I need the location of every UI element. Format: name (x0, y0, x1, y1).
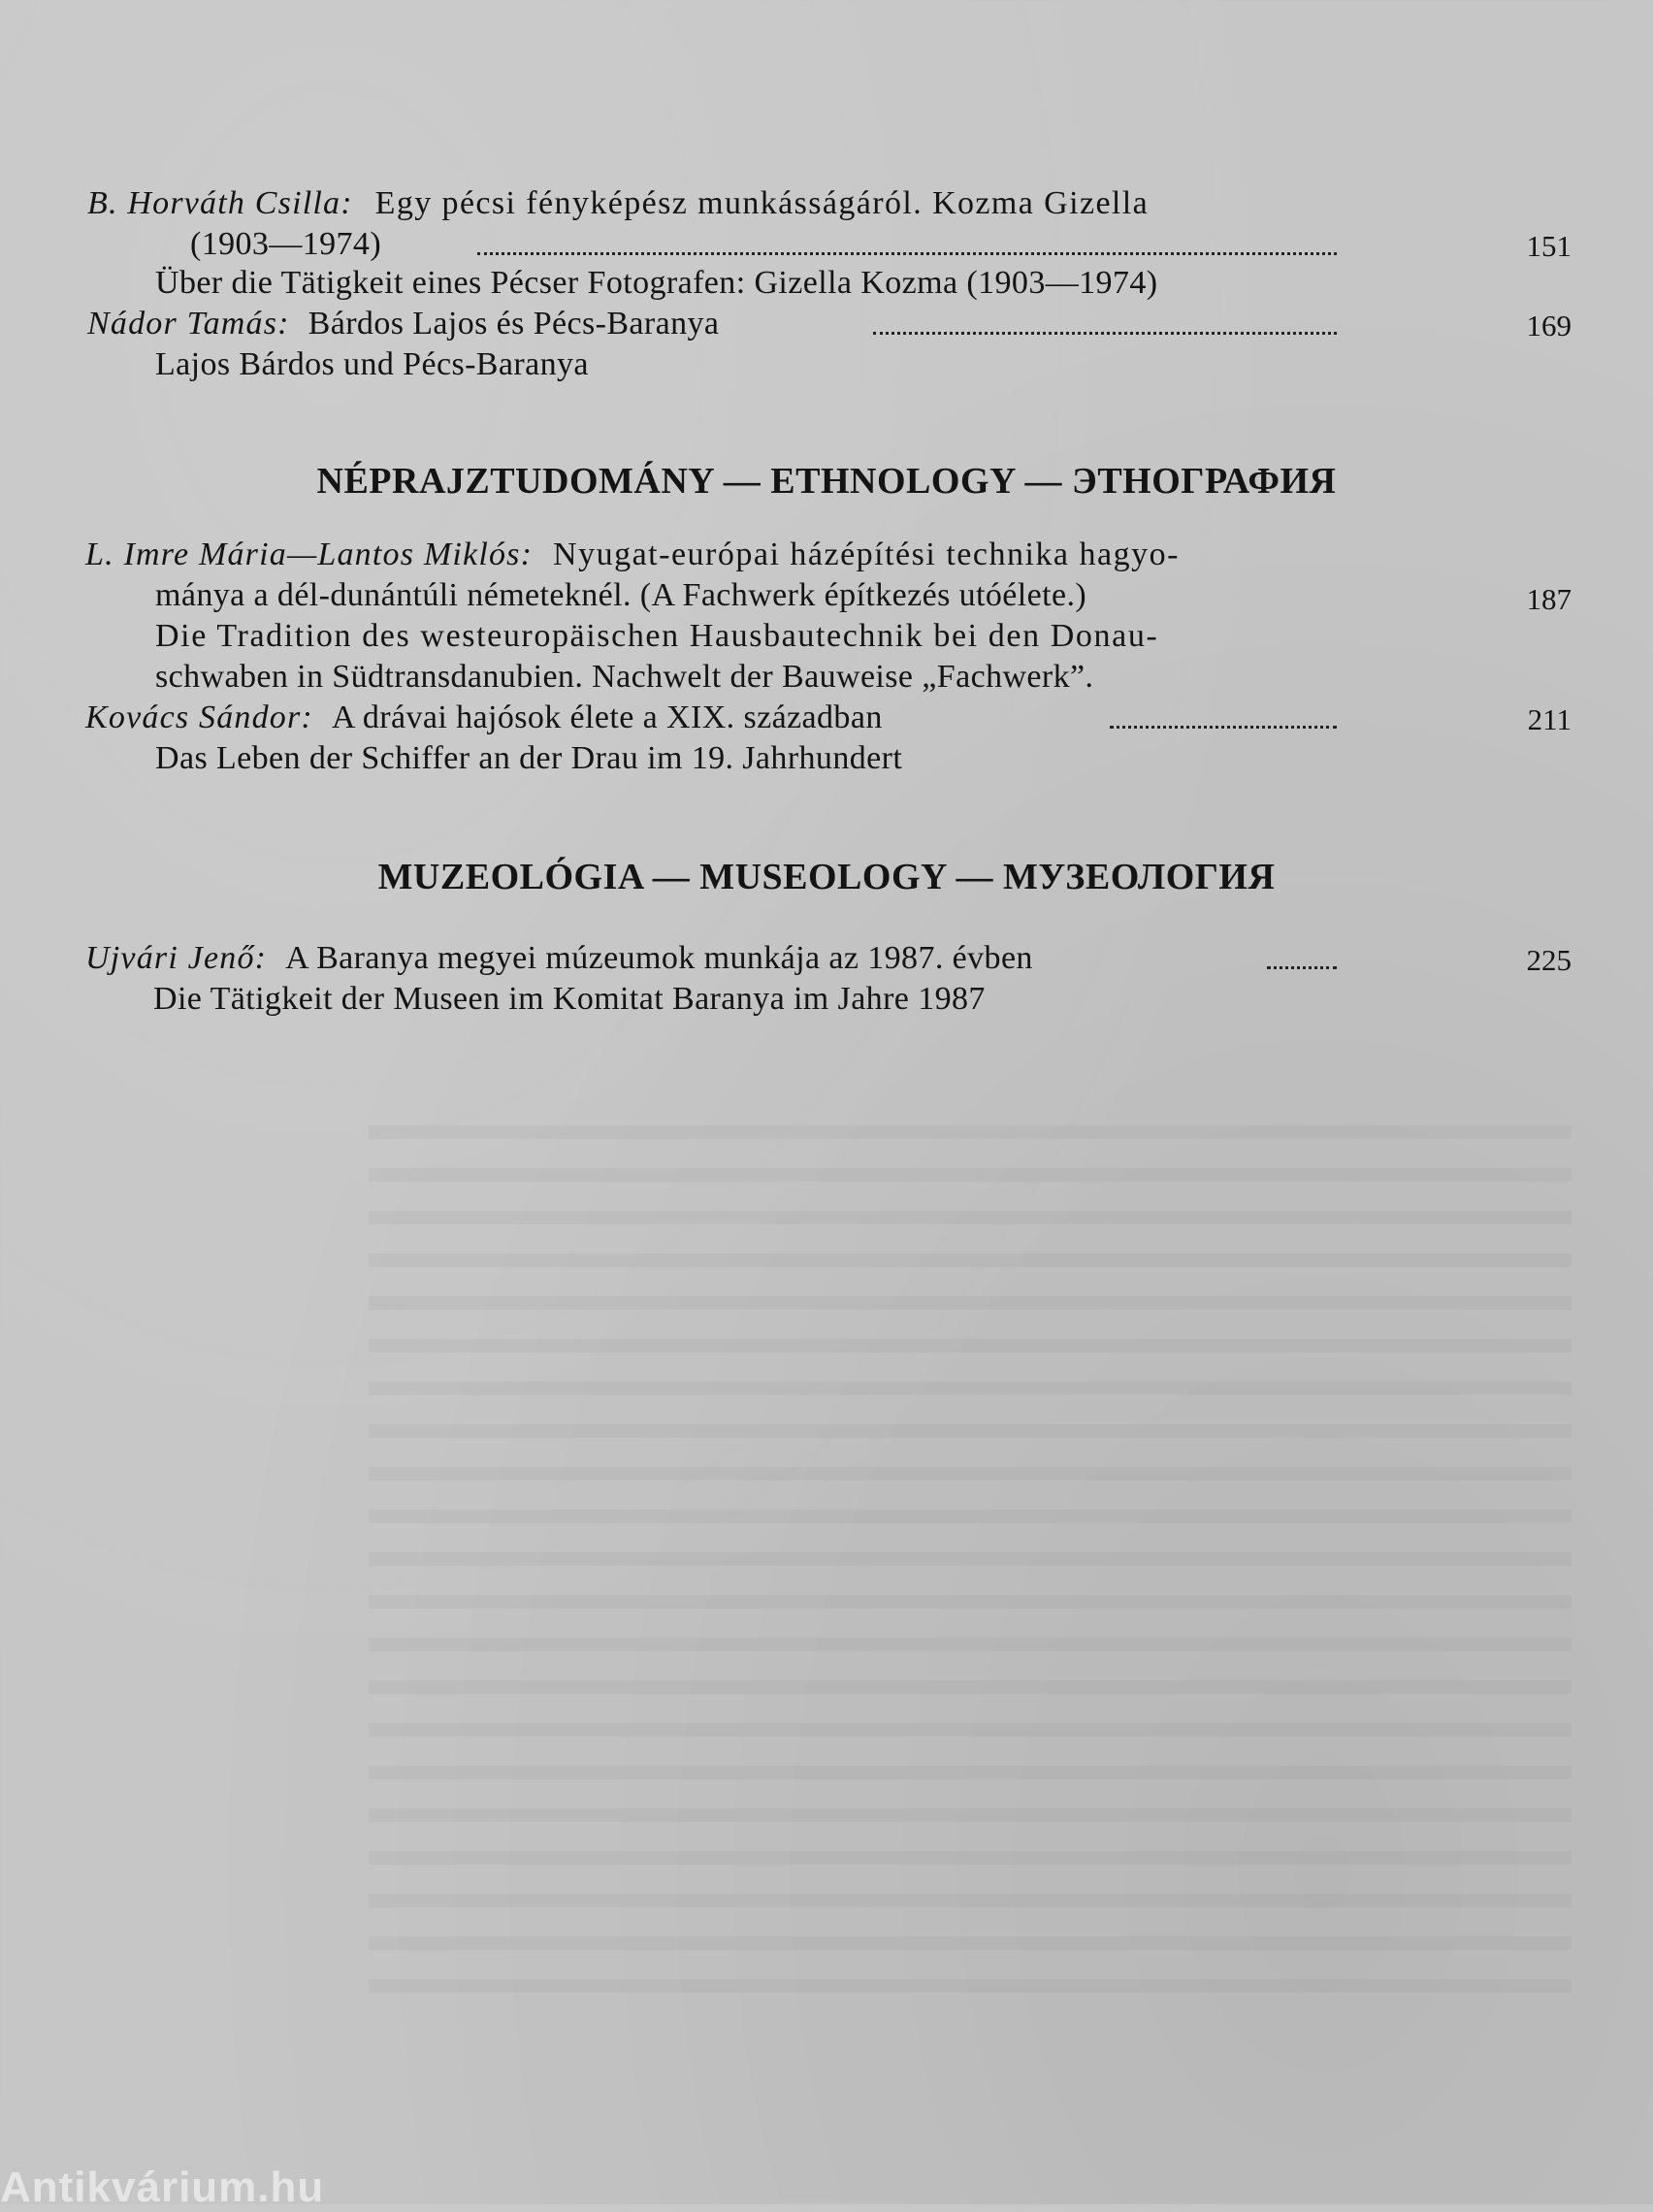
bleed-through-texture (369, 1125, 1572, 1999)
toc-entry-horvath-line2 (190, 223, 381, 266)
section-heading-ethnology: NÉPRAJZTUDOMÁNY — ETHNOLOGY — ЭТНОГРАФИЯ (316, 461, 1337, 502)
toc-entry-horvath-line1 (87, 182, 1149, 225)
entry-author: Kovács Sándor: (85, 699, 313, 735)
entry-translation-continued: schwaben in Südtransdanubien. Nachwelt der Bauweise „Fachwerk”. (155, 659, 1094, 695)
toc-entry-kovacs (85, 697, 883, 739)
toc-entry-ujvari (85, 937, 1033, 980)
dot-leader (1267, 964, 1337, 969)
entry-title: A Baranya megyei múzeumok munkája az 1987. évben (285, 940, 1033, 976)
entry-translation: Die Tradition des westeuropäischen Hausbautechnik bei den Donau- (155, 618, 1159, 654)
page-number: 151 (1526, 229, 1572, 263)
entry-author: L. Imre Mária—Lantos Miklós: (85, 537, 534, 572)
entry-title: A drávai hajósok élete a XIX. században (331, 699, 883, 735)
entry-translation: Über die Tätigkeit eines Pécser Fotografen: Gizella Kozma (1903—1974) (155, 265, 1158, 301)
page-number: 187 (1526, 582, 1572, 616)
entry-title-continued: (1903—1974) (190, 226, 382, 262)
entry-translation: Das Leben der Schiffer an der Drau im 19. Jahrhundert (155, 740, 903, 776)
dot-leader (477, 250, 1337, 255)
entry-translation: Lajos Bárdos und Pécs-Baranya (155, 346, 589, 382)
entry-title: Egy pécsi fényképész munkásságáról. Kozma Gizella (374, 185, 1150, 221)
section-heading-museology: MUZEOLÓGIA — MUSEOLOGY — МУЗЕОЛОГИЯ (377, 857, 1276, 897)
entry-author: Ujvári Jenő: (85, 940, 268, 976)
page-number: 169 (1526, 309, 1572, 342)
dot-leader (1110, 724, 1337, 729)
toc-entry-imre-line2 (155, 574, 1086, 617)
entry-title: Nyugat-európai házépítési technika hagyo- (553, 537, 1180, 572)
entry-author: B. Horváth Csilla: (87, 185, 353, 221)
page-number: 225 (1526, 943, 1572, 977)
dot-leader (873, 330, 1337, 335)
page-number: 211 (1527, 702, 1572, 736)
toc-entry-nador (87, 303, 719, 345)
entry-title: Bárdos Lajos és Pécs-Baranya (308, 306, 720, 342)
entry-title-continued: mánya a dél-dunántúli németeknél. (A Fachwerk építkezés utóélete.) (155, 577, 1087, 613)
entry-author: Nádor Tamás: (87, 306, 290, 342)
toc-entry-imre-line1 (85, 534, 1180, 576)
watermark-logo: Antikvárium.hu (0, 2163, 325, 2211)
entry-translation: Die Tätigkeit der Museen im Komitat Baranya im Jahre 1987 (153, 981, 986, 1017)
